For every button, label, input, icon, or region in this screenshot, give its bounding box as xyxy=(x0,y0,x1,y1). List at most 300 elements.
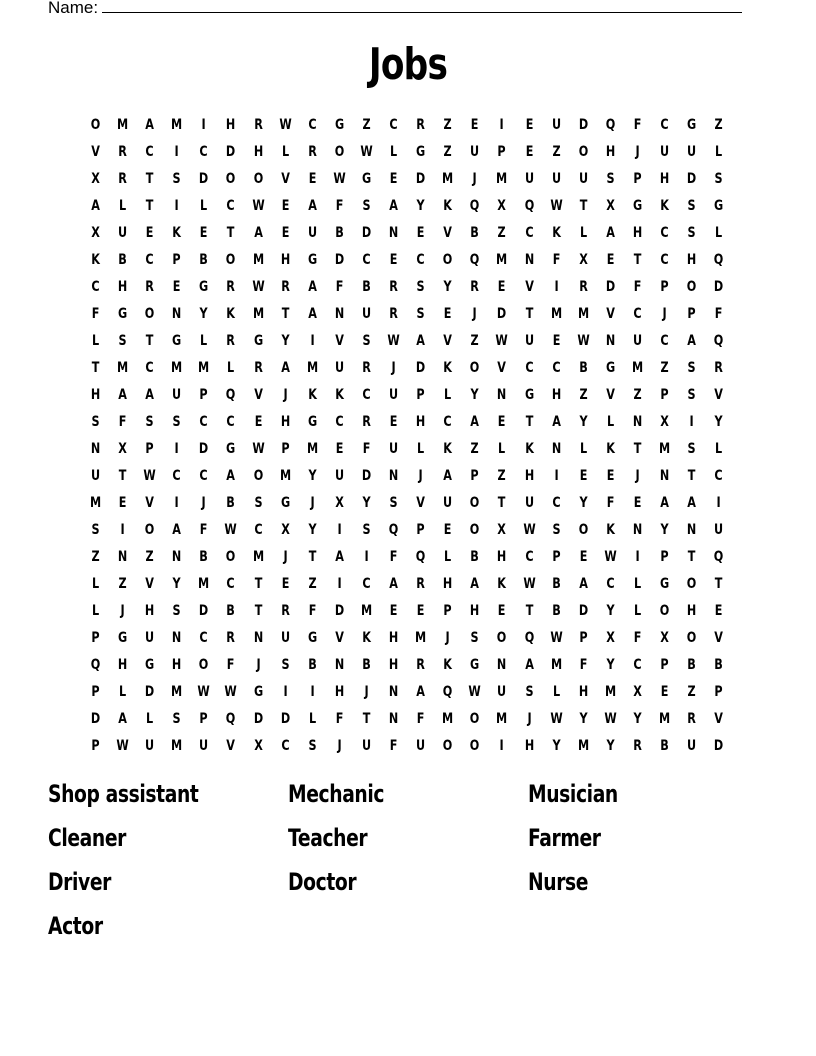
grid-letter[interactable]: L xyxy=(606,414,614,430)
grid-letter[interactable]: I xyxy=(716,495,721,511)
grid-letter[interactable]: H xyxy=(334,684,345,700)
grid-letter[interactable]: F xyxy=(200,522,208,538)
grid-letter[interactable]: P xyxy=(281,441,290,457)
grid-letter[interactable]: N xyxy=(334,657,345,673)
grid-letter[interactable]: S xyxy=(308,738,317,754)
grid-letter[interactable]: K xyxy=(551,225,561,241)
grid-letter[interactable]: F xyxy=(633,279,642,295)
grid-letter[interactable]: V xyxy=(524,279,534,295)
grid-letter[interactable]: D xyxy=(280,711,290,727)
grid-letter[interactable]: C xyxy=(714,468,723,484)
grid-letter[interactable]: V xyxy=(497,360,507,376)
grid-letter[interactable]: M xyxy=(631,360,643,376)
grid-letter[interactable]: H xyxy=(415,414,426,430)
grid-letter[interactable]: L xyxy=(91,603,100,619)
grid-letter[interactable]: P xyxy=(172,252,181,268)
grid-letter[interactable]: H xyxy=(470,603,480,619)
grid-letter[interactable]: F xyxy=(633,117,642,133)
grid-letter[interactable]: Q xyxy=(713,549,724,565)
grid-letter[interactable]: O xyxy=(470,711,480,727)
grid-letter[interactable]: B xyxy=(551,576,561,592)
grid-letter[interactable]: C xyxy=(145,360,154,376)
grid-letter[interactable]: L xyxy=(633,603,641,619)
grid-letter[interactable]: V xyxy=(253,387,263,403)
grid-letter[interactable]: U xyxy=(361,738,372,754)
grid-letter[interactable]: M xyxy=(550,657,562,673)
grid-letter[interactable]: K xyxy=(605,441,615,457)
grid-letter[interactable]: I xyxy=(174,495,179,511)
grid-letter[interactable]: S xyxy=(687,441,696,457)
grid-letter[interactable]: S xyxy=(687,387,696,403)
grid-letter[interactable]: L xyxy=(579,441,587,457)
grid-letter[interactable]: R xyxy=(118,171,127,187)
grid-letter[interactable]: H xyxy=(632,225,643,241)
grid-letter[interactable]: N xyxy=(605,333,616,349)
grid-letter[interactable]: W xyxy=(577,333,590,349)
grid-letter[interactable]: A xyxy=(226,468,236,484)
grid-letter[interactable]: M xyxy=(658,441,671,457)
grid-letter[interactable]: Y xyxy=(308,468,317,484)
grid-letter[interactable]: S xyxy=(172,171,181,187)
grid-letter[interactable]: W xyxy=(251,441,265,457)
grid-letter[interactable]: T xyxy=(254,603,262,619)
grid-letter[interactable]: N xyxy=(388,468,399,484)
grid-letter[interactable]: C xyxy=(606,576,615,592)
grid-letter[interactable]: D xyxy=(686,171,697,187)
grid-letter[interactable]: E xyxy=(471,117,479,133)
grid-letter[interactable]: M xyxy=(117,117,129,133)
grid-letter[interactable]: N xyxy=(388,225,399,241)
grid-letter[interactable]: L xyxy=(715,144,723,160)
grid-letter[interactable]: S xyxy=(606,171,615,187)
grid-letter[interactable]: S xyxy=(362,333,371,349)
grid-letter[interactable]: L xyxy=(281,144,289,160)
grid-letter[interactable]: A xyxy=(307,306,317,322)
grid-letter[interactable]: G xyxy=(118,306,128,322)
grid-letter[interactable]: B xyxy=(470,225,480,241)
grid-letter[interactable]: D xyxy=(714,279,724,295)
grid-letter[interactable]: X xyxy=(253,738,263,754)
grid-letter[interactable]: Z xyxy=(497,468,507,484)
grid-letter[interactable]: Z xyxy=(714,117,723,133)
grid-letter[interactable]: T xyxy=(525,603,533,619)
grid-letter[interactable]: E xyxy=(498,603,506,619)
grid-letter[interactable]: Y xyxy=(308,522,317,538)
grid-letter[interactable]: F xyxy=(606,495,615,511)
grid-letter[interactable]: X xyxy=(633,684,642,700)
grid-letter[interactable]: V xyxy=(443,333,453,349)
grid-letter[interactable]: K xyxy=(91,252,100,268)
grid-letter[interactable]: W xyxy=(604,549,617,565)
grid-letter[interactable]: R xyxy=(389,279,398,295)
grid-letter[interactable]: E xyxy=(254,414,262,430)
grid-letter[interactable]: U xyxy=(145,630,155,646)
grid-letter[interactable]: O xyxy=(226,252,236,268)
grid-letter[interactable]: E xyxy=(714,603,723,619)
grid-letter[interactable]: S xyxy=(91,522,100,538)
grid-letter[interactable]: Y xyxy=(443,279,452,295)
grid-letter[interactable]: E xyxy=(660,684,669,700)
grid-letter[interactable]: G xyxy=(632,198,643,214)
grid-letter[interactable]: O xyxy=(578,144,588,160)
grid-letter[interactable]: F xyxy=(389,549,398,565)
grid-letter[interactable]: L xyxy=(200,198,208,214)
grid-letter[interactable]: H xyxy=(686,252,697,268)
grid-letter[interactable]: U xyxy=(714,522,724,538)
grid-letter[interactable]: N xyxy=(90,441,101,457)
grid-letter[interactable]: Y xyxy=(579,711,588,727)
grid-letter[interactable]: C xyxy=(660,333,669,349)
grid-letter[interactable]: L xyxy=(498,441,506,457)
grid-letter[interactable]: T xyxy=(145,198,154,214)
grid-letter[interactable]: H xyxy=(686,603,697,619)
grid-letter[interactable]: Z xyxy=(687,684,696,700)
grid-letter[interactable]: L xyxy=(390,144,398,160)
grid-letter[interactable]: E xyxy=(443,306,452,322)
grid-letter[interactable]: T xyxy=(145,333,154,349)
grid-letter[interactable]: U xyxy=(551,117,561,133)
grid-letter[interactable]: D xyxy=(199,441,209,457)
grid-letter[interactable]: W xyxy=(224,522,238,538)
grid-letter[interactable]: N xyxy=(686,522,697,538)
grid-letter[interactable]: D xyxy=(253,711,263,727)
grid-letter[interactable]: A xyxy=(118,711,127,727)
grid-letter[interactable]: A xyxy=(578,576,588,592)
grid-letter[interactable]: L xyxy=(227,360,235,376)
grid-letter[interactable]: N xyxy=(253,630,263,646)
grid-letter[interactable]: V xyxy=(443,225,453,241)
grid-letter[interactable]: M xyxy=(171,738,183,754)
grid-letter[interactable]: G xyxy=(118,630,128,646)
grid-letter[interactable]: U xyxy=(524,333,534,349)
grid-letter[interactable]: Y xyxy=(416,198,425,214)
grid-letter[interactable]: C xyxy=(524,360,534,376)
grid-letter[interactable]: J xyxy=(120,603,125,619)
grid-letter[interactable]: C xyxy=(443,414,452,430)
grid-letter[interactable]: Q xyxy=(713,252,724,268)
grid-letter[interactable]: M xyxy=(198,576,210,592)
grid-letter[interactable]: F xyxy=(335,711,344,727)
grid-letter[interactable]: H xyxy=(578,684,588,700)
grid-letter[interactable]: J xyxy=(472,171,477,187)
grid-letter[interactable]: T xyxy=(145,171,154,187)
grid-letter[interactable]: U xyxy=(632,333,642,349)
grid-letter[interactable]: I xyxy=(554,468,559,484)
grid-letter[interactable]: Z xyxy=(579,387,588,403)
grid-letter[interactable]: B xyxy=(714,657,723,673)
grid-letter[interactable]: B xyxy=(687,657,696,673)
grid-letter[interactable]: H xyxy=(90,387,101,403)
grid-letter[interactable]: D xyxy=(497,306,507,322)
grid-letter[interactable]: M xyxy=(442,711,454,727)
grid-letter[interactable]: R xyxy=(687,711,696,727)
grid-letter[interactable]: I xyxy=(364,549,369,565)
grid-letter[interactable]: S xyxy=(362,522,371,538)
grid-letter[interactable]: L xyxy=(633,576,641,592)
grid-letter[interactable]: G xyxy=(687,117,697,133)
grid-letter[interactable]: W xyxy=(333,171,346,187)
grid-letter[interactable]: X xyxy=(91,225,100,241)
grid-letter[interactable]: K xyxy=(335,387,344,403)
grid-letter[interactable]: C xyxy=(335,414,344,430)
grid-letter[interactable]: Q xyxy=(226,711,236,727)
grid-letter[interactable]: S xyxy=(172,711,181,727)
grid-letter[interactable]: B xyxy=(199,252,209,268)
grid-letter[interactable]: H xyxy=(497,549,507,565)
grid-letter[interactable]: Y xyxy=(281,333,290,349)
grid-letter[interactable]: U xyxy=(199,738,209,754)
grid-letter[interactable]: F xyxy=(714,306,723,322)
grid-letter[interactable]: L xyxy=(91,333,100,349)
grid-letter[interactable]: M xyxy=(252,549,264,565)
grid-letter[interactable]: O xyxy=(470,495,480,511)
grid-letter[interactable]: B xyxy=(578,360,588,376)
grid-letter[interactable]: F xyxy=(362,441,371,457)
grid-letter[interactable]: Q xyxy=(415,549,426,565)
grid-letter[interactable]: V xyxy=(605,306,615,322)
grid-letter[interactable]: J xyxy=(201,495,207,511)
grid-letter[interactable]: F xyxy=(335,279,344,295)
grid-letter[interactable]: W xyxy=(549,198,563,214)
grid-letter[interactable]: Z xyxy=(308,576,317,592)
grid-letter[interactable]: M xyxy=(577,306,589,322)
grid-letter[interactable]: R xyxy=(253,117,263,133)
grid-letter[interactable]: A xyxy=(389,576,398,592)
grid-letter[interactable]: S xyxy=(687,198,696,214)
grid-letter[interactable]: D xyxy=(416,360,426,376)
grid-letter[interactable]: K xyxy=(497,576,507,592)
grid-letter[interactable]: K xyxy=(362,630,371,646)
grid-letter[interactable]: W xyxy=(279,117,292,133)
grid-letter[interactable]: Q xyxy=(524,198,534,214)
grid-letter[interactable]: M xyxy=(577,738,589,754)
grid-letter[interactable]: L xyxy=(91,576,100,592)
grid-letter[interactable]: W xyxy=(251,279,265,295)
grid-letter[interactable]: E xyxy=(281,576,290,592)
grid-letter[interactable]: D xyxy=(334,252,345,268)
grid-letter[interactable]: R xyxy=(226,630,236,646)
grid-letter[interactable]: H xyxy=(280,252,290,268)
grid-letter[interactable]: C xyxy=(199,630,209,646)
grid-letter[interactable]: J xyxy=(337,738,342,754)
grid-letter[interactable]: K xyxy=(524,441,534,457)
grid-letter[interactable]: I xyxy=(337,522,342,538)
grid-letter[interactable]: A xyxy=(551,414,561,430)
grid-letter[interactable]: F xyxy=(389,738,398,754)
grid-letter[interactable]: E xyxy=(498,414,506,430)
grid-letter[interactable]: T xyxy=(308,549,317,565)
grid-letter[interactable]: Z xyxy=(443,117,452,133)
grid-letter[interactable]: E xyxy=(281,225,290,241)
grid-letter[interactable]: V xyxy=(226,738,236,754)
grid-letter[interactable]: R xyxy=(226,279,236,295)
grid-letter[interactable]: C xyxy=(281,738,290,754)
grid-letter[interactable]: C xyxy=(524,225,534,241)
grid-letter[interactable]: J xyxy=(635,468,640,484)
grid-letter[interactable]: D xyxy=(361,225,372,241)
grid-letter[interactable]: R xyxy=(307,144,317,160)
grid-letter[interactable]: R xyxy=(633,738,642,754)
grid-letter[interactable]: C xyxy=(199,468,209,484)
grid-letter[interactable]: M xyxy=(117,360,129,376)
grid-letter[interactable]: F xyxy=(118,414,127,430)
grid-letter[interactable]: B xyxy=(335,225,344,241)
grid-letter[interactable]: I xyxy=(689,414,694,430)
grid-letter[interactable]: R xyxy=(226,333,236,349)
grid-letter[interactable]: I xyxy=(120,522,125,538)
grid-letter[interactable]: N xyxy=(334,306,345,322)
grid-letter[interactable]: U xyxy=(524,171,534,187)
grid-letter[interactable]: C xyxy=(199,144,209,160)
grid-letter[interactable]: L xyxy=(552,684,560,700)
grid-letter[interactable]: P xyxy=(199,711,209,727)
grid-letter[interactable]: O xyxy=(578,522,588,538)
grid-letter[interactable]: M xyxy=(550,306,562,322)
grid-letter[interactable]: A xyxy=(335,549,344,565)
grid-letter[interactable]: E xyxy=(606,468,615,484)
grid-letter[interactable]: P xyxy=(687,306,696,322)
grid-letter[interactable]: U xyxy=(90,468,101,484)
grid-letter[interactable]: G xyxy=(172,333,182,349)
grid-letter[interactable]: A xyxy=(253,225,263,241)
grid-letter[interactable]: B xyxy=(551,603,561,619)
grid-letter[interactable]: G xyxy=(253,333,263,349)
grid-letter[interactable]: X xyxy=(335,495,344,511)
grid-letter[interactable]: C xyxy=(145,144,154,160)
grid-letter[interactable]: C xyxy=(362,252,371,268)
grid-letter[interactable]: F xyxy=(633,630,642,646)
grid-letter[interactable]: T xyxy=(633,252,642,268)
grid-letter[interactable]: S xyxy=(362,198,371,214)
grid-letter[interactable]: H xyxy=(659,171,670,187)
grid-letter[interactable]: T xyxy=(525,414,533,430)
grid-letter[interactable]: E xyxy=(281,198,290,214)
grid-letter[interactable]: L xyxy=(444,387,452,403)
grid-letter[interactable]: A xyxy=(524,657,534,673)
grid-letter[interactable]: P xyxy=(199,387,209,403)
grid-letter[interactable]: Y xyxy=(606,657,615,673)
grid-letter[interactable]: A xyxy=(172,522,182,538)
grid-letter[interactable]: F xyxy=(91,306,100,322)
grid-letter[interactable]: I xyxy=(310,684,315,700)
grid-letter[interactable]: D xyxy=(199,603,209,619)
grid-letter[interactable]: U xyxy=(578,171,588,187)
grid-letter[interactable]: M xyxy=(496,171,508,187)
grid-letter[interactable]: C xyxy=(226,414,236,430)
grid-letter[interactable]: E xyxy=(606,252,615,268)
grid-letter[interactable]: P xyxy=(714,684,723,700)
grid-letter[interactable]: X xyxy=(118,441,127,457)
grid-letter[interactable]: J xyxy=(526,711,532,727)
grid-letter[interactable]: H xyxy=(551,387,561,403)
grid-letter[interactable]: C xyxy=(389,117,398,133)
grid-letter[interactable]: T xyxy=(281,306,290,322)
grid-letter[interactable]: M xyxy=(360,603,373,619)
grid-letter[interactable]: P xyxy=(660,549,669,565)
grid-letter[interactable]: L xyxy=(444,549,452,565)
grid-letter[interactable]: G xyxy=(361,171,372,187)
grid-letter[interactable]: W xyxy=(197,684,211,700)
grid-letter[interactable]: T xyxy=(633,441,642,457)
grid-letter[interactable]: D xyxy=(334,603,345,619)
grid-letter[interactable]: W xyxy=(224,684,238,700)
grid-letter[interactable]: W xyxy=(143,468,156,484)
grid-letter[interactable]: X xyxy=(91,171,100,187)
grid-letter[interactable]: I xyxy=(499,738,505,754)
grid-letter[interactable]: V xyxy=(335,333,344,349)
grid-letter[interactable]: B xyxy=(308,657,317,673)
grid-letter[interactable]: A xyxy=(91,198,100,214)
grid-letter[interactable]: S xyxy=(281,657,290,673)
grid-letter[interactable]: E xyxy=(498,279,506,295)
grid-letter[interactable]: W xyxy=(549,630,563,646)
grid-letter[interactable]: O xyxy=(659,603,670,619)
grid-letter[interactable]: D xyxy=(145,684,155,700)
grid-letter[interactable]: M xyxy=(252,306,264,322)
grid-letter[interactable]: Q xyxy=(605,117,616,133)
grid-letter[interactable]: Z xyxy=(362,117,371,133)
grid-letter[interactable]: N xyxy=(497,387,507,403)
grid-letter[interactable]: W xyxy=(604,711,617,727)
grid-letter[interactable]: M xyxy=(496,252,508,268)
grid-letter[interactable]: P xyxy=(660,657,669,673)
grid-letter[interactable]: S xyxy=(416,306,425,322)
grid-letter[interactable]: T xyxy=(687,549,696,565)
grid-letter[interactable]: U xyxy=(145,738,155,754)
grid-letter[interactable]: O xyxy=(90,117,101,133)
grid-letter[interactable]: P xyxy=(497,144,507,160)
grid-letter[interactable]: W xyxy=(522,576,536,592)
grid-letter[interactable]: M xyxy=(89,495,102,511)
grid-letter[interactable]: E xyxy=(443,522,452,538)
grid-letter[interactable]: I xyxy=(337,576,342,592)
grid-letter[interactable]: W xyxy=(495,333,509,349)
grid-letter[interactable]: T xyxy=(714,576,723,592)
grid-letter[interactable]: S xyxy=(389,495,398,511)
grid-letter[interactable]: J xyxy=(364,684,369,700)
grid-letter[interactable]: C xyxy=(253,522,263,538)
grid-letter[interactable]: Q xyxy=(226,387,236,403)
grid-letter[interactable]: A xyxy=(145,387,155,403)
grid-letter[interactable]: T xyxy=(227,225,235,241)
grid-letter[interactable]: G xyxy=(605,360,615,376)
grid-letter[interactable]: U xyxy=(497,684,507,700)
grid-letter[interactable]: J xyxy=(418,468,423,484)
grid-letter[interactable]: Z xyxy=(497,225,507,241)
grid-letter[interactable]: C xyxy=(552,495,561,511)
grid-letter[interactable]: U xyxy=(172,387,182,403)
grid-letter[interactable]: F xyxy=(335,198,344,214)
grid-letter[interactable]: R xyxy=(280,603,290,619)
grid-letter[interactable]: I xyxy=(635,549,640,565)
grid-letter[interactable]: J xyxy=(635,144,640,160)
grid-letter[interactable]: A xyxy=(605,225,615,241)
grid-letter[interactable]: K xyxy=(660,198,669,214)
grid-letter[interactable]: D xyxy=(90,711,101,727)
grid-letter[interactable]: C xyxy=(172,468,181,484)
grid-letter[interactable]: C xyxy=(416,252,425,268)
grid-letter[interactable]: W xyxy=(360,144,373,160)
grid-letter[interactable]: A xyxy=(687,333,696,349)
grid-letter[interactable]: L xyxy=(119,684,127,700)
grid-letter[interactable]: E xyxy=(389,252,398,268)
grid-letter[interactable]: W xyxy=(387,333,400,349)
grid-letter[interactable]: Z xyxy=(470,441,479,457)
grid-letter[interactable]: T xyxy=(525,306,533,322)
grid-letter[interactable]: Q xyxy=(90,657,101,673)
grid-letter[interactable]: Q xyxy=(470,252,480,268)
grid-letter[interactable]: C xyxy=(660,117,669,133)
